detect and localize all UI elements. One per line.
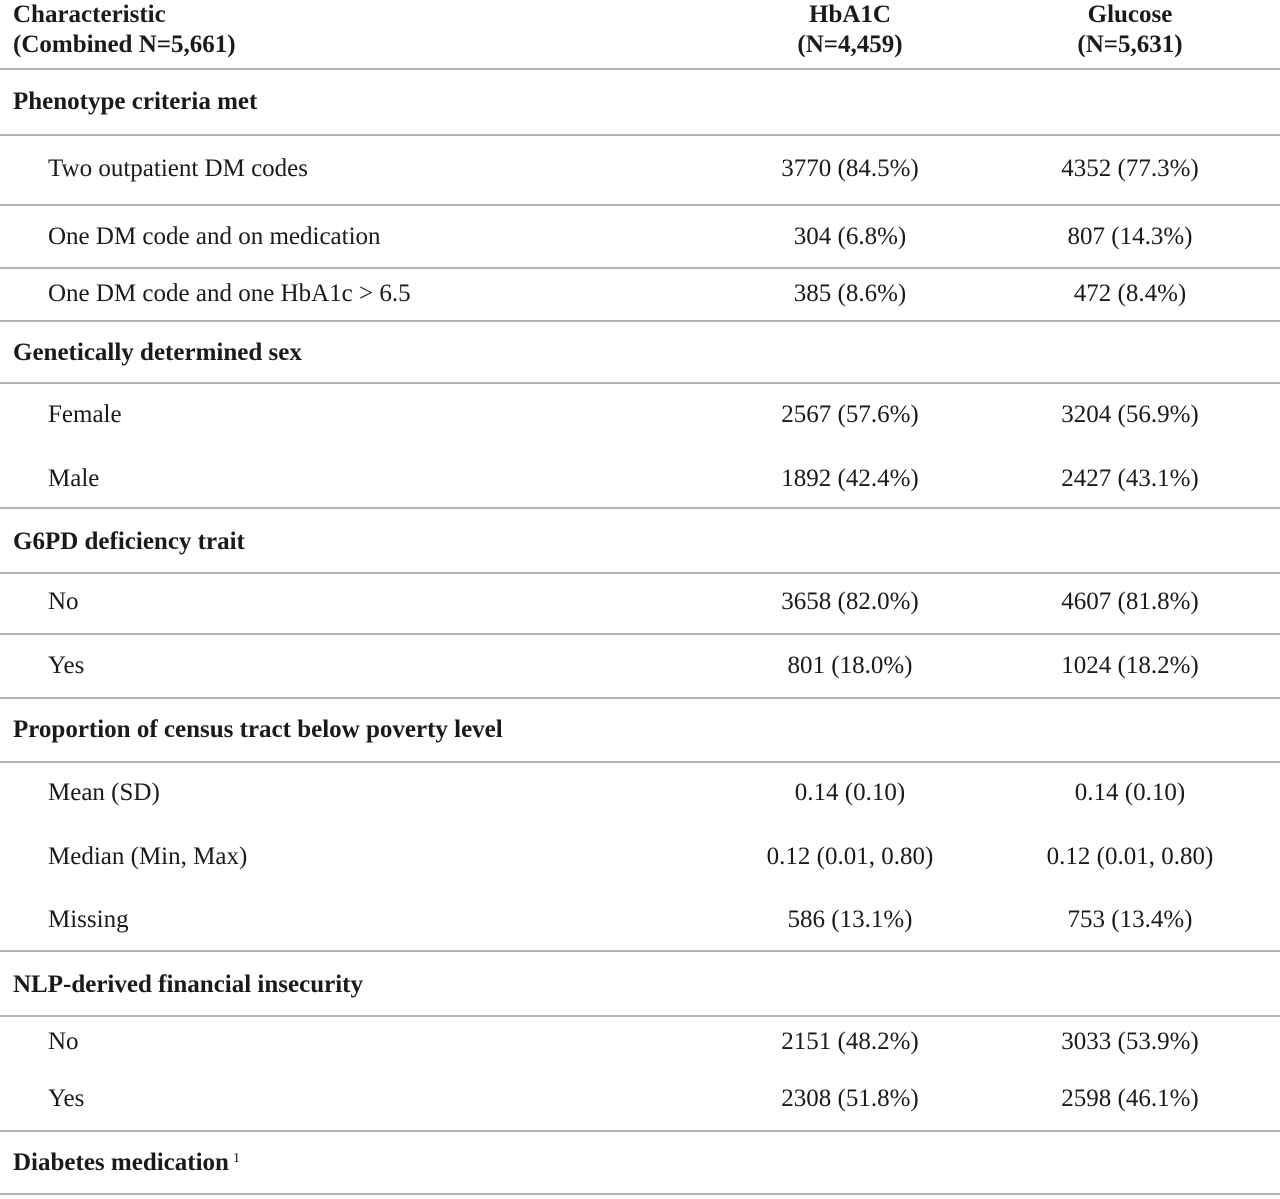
row-label: Male	[48, 465, 100, 492]
rule	[0, 1130, 1280, 1132]
rule	[0, 134, 1280, 136]
row-label: Median (Min, Max)	[48, 843, 248, 870]
section-title: Phenotype criteria met	[13, 88, 258, 115]
rule	[0, 382, 1280, 384]
row-hba1c-value: 0.14 (0.10)	[794, 779, 906, 806]
section-title-text: Diabetes medication	[13, 1149, 229, 1176]
row-glucose-value: 753 (13.4%)	[1067, 906, 1193, 933]
row-glucose-value: 3033 (53.9%)	[1061, 1028, 1199, 1055]
header-glucose: Glucose	[1087, 1, 1173, 28]
header-hba1c-n: (N=4,459)	[797, 31, 903, 58]
row-glucose-value: 472 (8.4%)	[1073, 280, 1187, 307]
row-glucose-value: 0.14 (0.10)	[1074, 779, 1186, 806]
section-title: Genetically determined sex	[13, 339, 302, 366]
row-hba1c-value: 586 (13.1%)	[787, 906, 913, 933]
row-glucose-value: 2427 (43.1%)	[1061, 465, 1199, 492]
rule	[0, 507, 1280, 509]
rule	[0, 320, 1280, 322]
footnote-marker: 1	[232, 1151, 240, 1166]
row-glucose-value: 807 (14.3%)	[1067, 223, 1193, 250]
row-hba1c-value: 304 (6.8%)	[793, 223, 907, 250]
row-label: No	[48, 1028, 79, 1055]
rule	[0, 1193, 1280, 1195]
row-hba1c-value: 2567 (57.6%)	[781, 401, 919, 428]
row-label: One DM code and one HbA1c > 6.5	[48, 280, 411, 307]
row-label: One DM code and on medication	[48, 223, 381, 250]
row-label: Yes	[48, 652, 85, 679]
row-glucose-value: 4352 (77.3%)	[1061, 155, 1199, 182]
header-characteristic: Characteristic	[13, 1, 166, 28]
row-label: Yes	[48, 1085, 85, 1112]
row-hba1c-value: 3658 (82.0%)	[781, 588, 919, 615]
section-title	[13, 1148, 240, 1178]
row-label: Missing	[48, 906, 129, 933]
row-hba1c-value: 3770 (84.5%)	[781, 155, 919, 182]
section-title: NLP-derived financial insecurity	[13, 971, 363, 998]
section-title: Proportion of census tract below poverty level	[13, 716, 503, 743]
row-label: Mean (SD)	[48, 779, 160, 806]
row-hba1c-value: 385 (8.6%)	[793, 280, 907, 307]
row-glucose-value: 1024 (18.2%)	[1061, 652, 1199, 679]
rule	[0, 633, 1280, 635]
row-label: Female	[48, 401, 122, 428]
row-hba1c-value: 2151 (48.2%)	[781, 1028, 919, 1055]
row-hba1c-value: 2308 (51.8%)	[781, 1085, 919, 1112]
rule	[0, 204, 1280, 206]
header-hba1c: HbA1C	[809, 1, 891, 28]
section-title: G6PD deficiency trait	[13, 528, 245, 555]
rule	[0, 950, 1280, 952]
row-hba1c-value: 1892 (42.4%)	[781, 465, 919, 492]
rule	[0, 1015, 1280, 1017]
header-combined-n: (Combined N=5,661)	[13, 31, 236, 58]
rule	[0, 68, 1280, 70]
row-glucose-value: 3204 (56.9%)	[1061, 401, 1199, 428]
rule	[0, 267, 1280, 269]
row-hba1c-value: 0.12 (0.01, 0.80)	[766, 843, 934, 870]
row-glucose-value: 4607 (81.8%)	[1061, 588, 1199, 615]
row-glucose-value: 0.12 (0.01, 0.80)	[1046, 843, 1214, 870]
header-glucose-n: (N=5,631)	[1077, 31, 1183, 58]
row-glucose-value: 2598 (46.1%)	[1061, 1085, 1199, 1112]
rule	[0, 761, 1280, 763]
row-label: No	[48, 588, 79, 615]
rule	[0, 697, 1280, 699]
row-hba1c-value: 801 (18.0%)	[787, 652, 913, 679]
row-label: Two outpatient DM codes	[48, 155, 309, 182]
rule	[0, 572, 1280, 574]
